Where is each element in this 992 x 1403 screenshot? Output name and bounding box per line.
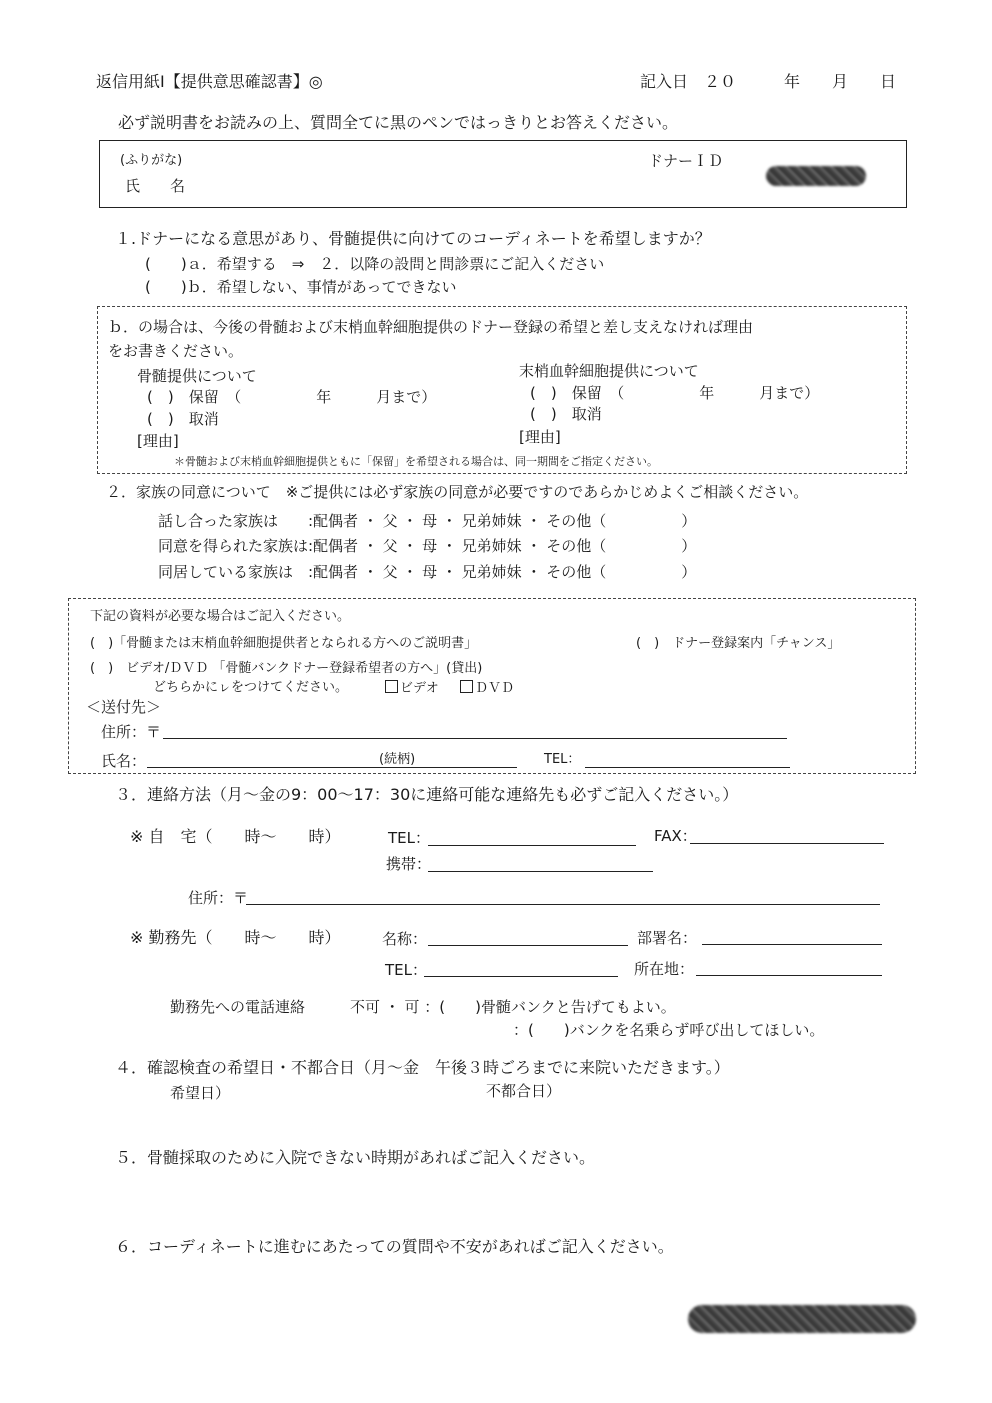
dvd-option[interactable]: ＤＶＤ bbox=[460, 680, 514, 697]
materials-intro: 下記の資料が必要な場合はご記入ください。 bbox=[90, 609, 351, 624]
pbsc-title: 末梢血幹細胞提供について bbox=[519, 362, 699, 380]
q2-question: ２．家族の同意について ※ご提供には必ず家族の同意が必要ですのであらかじめよくご相談ください。 bbox=[106, 483, 809, 501]
send-to-label: ＜送付先＞ bbox=[86, 698, 162, 716]
instruction-text: 必ず説明書をお読みの上、質問全てに黒のペンではっきりとお答えください。 bbox=[118, 113, 679, 132]
bone-marrow-cancel[interactable]: ( ) 取消 bbox=[147, 410, 219, 428]
entry-date[interactable]: 記入日 ２０ 年 月 日 bbox=[640, 72, 897, 91]
checkbox-icon[interactable] bbox=[460, 680, 473, 693]
q1-question: １.ドナーになる意思があり、骨髄提供に向けてのコーディネートを希望しますか？ bbox=[115, 229, 711, 248]
dept-label: 部署名： bbox=[637, 929, 698, 947]
dept-line[interactable] bbox=[702, 944, 882, 945]
q6-question: ６．コーディネートに進むにあたっての質問や不安があればご記入ください。 bbox=[115, 1237, 674, 1256]
q2-row-consented[interactable]: 同意を得られた家族は:配偶者 ・ 父 ・ 母 ・ 兄弟姉妹 ・ その他（ ） bbox=[158, 537, 697, 555]
location-line[interactable] bbox=[696, 975, 882, 976]
redacted-serial-number bbox=[688, 1305, 916, 1333]
mobile-label: 携帯： bbox=[386, 855, 432, 873]
pbsc-reason[interactable]: [理由] bbox=[519, 428, 561, 446]
furigana-label: (ふりがな) bbox=[120, 153, 183, 168]
work-name-line[interactable] bbox=[428, 945, 628, 946]
materials-address-label: 住所：〒 bbox=[101, 723, 162, 741]
home-address-label: 住所：〒 bbox=[188, 889, 249, 907]
q1b-line1: ｂ．の場合は、今後の骨髄および末梢血幹細胞提供のドナー登録の希望と差し支えなければ理由 bbox=[108, 318, 754, 336]
q2-row-discussed[interactable]: 話し合った家族は :配偶者 ・ 父 ・ 母 ・ 兄弟姉妹 ・ その他（ ） bbox=[158, 512, 697, 530]
q4-question: ４．確認検査の希望日・不都合日（月～金 午後３時ごろまでに来院いただきます。） bbox=[115, 1058, 730, 1077]
home-hours[interactable]: ※ 自 宅（ 時～ 時） bbox=[130, 827, 341, 846]
q1b-line2: をお書きください。 bbox=[108, 342, 244, 360]
home-address-line[interactable] bbox=[246, 904, 880, 905]
materials-address-line[interactable] bbox=[163, 738, 787, 739]
materials-tel-line[interactable] bbox=[585, 767, 790, 768]
checkbox-icon[interactable] bbox=[385, 680, 398, 693]
materials-name-label: 氏名： bbox=[101, 752, 147, 770]
work-tel-label: TEL： bbox=[385, 961, 427, 979]
q5-question: ５．骨髄採取のために入院できない時期があればご記入ください。 bbox=[115, 1148, 596, 1167]
q2-row-cohabiting[interactable]: 同居している家族は :配偶者 ・ 父 ・ 母 ・ 兄弟姉妹 ・ その他（ ） bbox=[158, 563, 697, 581]
fax-line[interactable] bbox=[690, 843, 884, 844]
materials-item-video[interactable]: ( ) ビデオ/ＤＶＤ 「骨髄バンクドナー登録希望者の方へ」(貸出) bbox=[90, 661, 483, 676]
location-label: 所在地： bbox=[634, 960, 695, 978]
pbsc-cancel[interactable]: ( ) 取消 bbox=[530, 405, 602, 423]
q3-question: ３．連絡方法（月～金の9：00～17：30に連絡可能な連絡先も必ずご記入ください。） bbox=[115, 785, 739, 804]
work-tel-line[interactable] bbox=[424, 976, 618, 977]
materials-item-chance[interactable]: ( ) ドナー登録案内「チャンス」 bbox=[636, 636, 841, 651]
work-call-option-1[interactable]: 勤務先への電話連絡 不可 ・ 可 ：( )骨髄バンクと告げてもよい。 bbox=[170, 998, 676, 1016]
work-call-option-2[interactable]: ：( )バンクを名乗らず呼び出してほしい。 bbox=[513, 1021, 825, 1039]
home-tel-line[interactable] bbox=[428, 845, 636, 846]
materials-item-guide[interactable]: ( )「骨髄または末梢血幹細胞提供者となられる方へのご説明書」 bbox=[90, 636, 478, 651]
preferred-date-label[interactable]: 希望日） bbox=[170, 1084, 231, 1102]
q1-option-a[interactable]: ( )ａ．希望する ⇒ ２．以降の設問と問診票にご記入ください bbox=[145, 255, 605, 273]
pbsc-hold[interactable]: ( ) 保留 （ 年 月まで） bbox=[530, 384, 820, 402]
q1-option-b[interactable]: ( )ｂ．希望しない、事情があってできない bbox=[145, 278, 457, 296]
donor-id-label: ドナーＩＤ bbox=[648, 152, 724, 170]
name-label: 氏 名 bbox=[125, 177, 186, 195]
home-tel-label: TEL： bbox=[388, 829, 430, 847]
bone-marrow-hold[interactable]: ( ) 保留 （ 年 月まで） bbox=[147, 388, 437, 406]
form-title: 返信用紙Ⅰ【提供意思確認書】◎ bbox=[96, 72, 323, 91]
mobile-line[interactable] bbox=[428, 871, 653, 872]
materials-tel-label: TEL： bbox=[544, 752, 581, 767]
bone-marrow-reason[interactable]: [理由] bbox=[137, 432, 179, 450]
bone-marrow-title: 骨髄提供について bbox=[137, 367, 257, 385]
redacted-donor-id bbox=[766, 166, 866, 186]
materials-name-line[interactable] bbox=[147, 767, 517, 768]
unavailable-date-label[interactable]: 不都合日） bbox=[486, 1082, 562, 1100]
work-name-label: 名称： bbox=[382, 930, 428, 948]
video-option[interactable]: ビデオ bbox=[385, 680, 439, 697]
fax-label: FAX： bbox=[654, 827, 697, 845]
q1b-note: ＊骨髄および末梢血幹細胞提供ともに「保留」を希望される場合は、同一期間をご指定ください。 bbox=[174, 455, 658, 468]
materials-item-video-sub: どちらかにㇾをつけてください。 bbox=[153, 680, 349, 695]
materials-relation-label: (続柄) bbox=[379, 752, 416, 767]
work-hours[interactable]: ※ 勤務先（ 時～ 時） bbox=[130, 928, 341, 947]
